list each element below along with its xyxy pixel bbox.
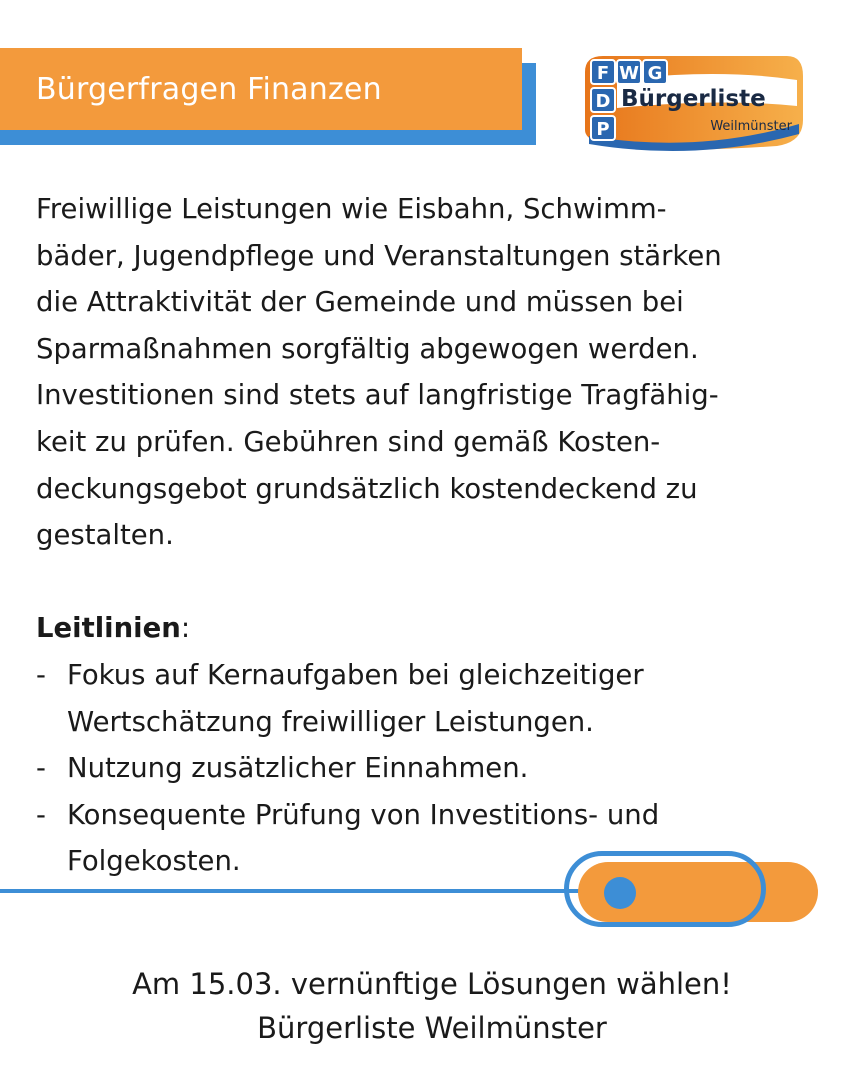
logo-place: Weilmünster xyxy=(710,119,792,134)
logo-name: Bürgerliste xyxy=(621,86,766,112)
bullet-dash: - xyxy=(36,752,46,785)
guideline-item xyxy=(36,652,836,745)
footer xyxy=(0,962,864,1050)
guideline-item xyxy=(36,745,836,792)
bullet-dash: - xyxy=(36,658,46,691)
paragraph-line: bäder, Jugendpflege und Veranstaltungen stärken xyxy=(36,239,722,272)
footer-signature: Bürgerliste Weilmünster xyxy=(257,1011,607,1045)
guidelines-colon: : xyxy=(180,612,191,645)
paragraph-line: keit zu prüfen. Gebühren sind gemäß Kosten- xyxy=(36,425,661,458)
header-banner xyxy=(0,48,522,130)
guideline-line: Wertschätzung freiwilliger Leistungen. xyxy=(67,705,594,738)
guideline-line: Nutzung zusätzlicher Einnahmen. xyxy=(67,752,529,785)
logo-letter: P xyxy=(596,119,610,140)
footer-slogan: Am 15.03. vernünftige Lösungen wählen! xyxy=(132,967,732,1001)
guidelines-list xyxy=(36,652,836,885)
guidelines-heading xyxy=(36,605,836,652)
guideline-line: Konsequente Prüfung von Investitions- und xyxy=(67,798,660,831)
paragraph-line: Investitionen sind stets auf langfristige Tragfähig- xyxy=(36,379,719,412)
guideline-line: Fokus auf Kernaufgaben bei gleichzeitiger xyxy=(67,658,644,691)
logo-letter: W xyxy=(619,63,639,84)
guidelines-title: Leitlinien xyxy=(36,612,181,645)
divider-line xyxy=(0,889,580,893)
paragraph-line: deckungsgebot grundsätzlich kostendeckend zu xyxy=(36,472,698,505)
buergerliste-logo xyxy=(577,50,807,160)
decor-dot xyxy=(604,877,636,909)
intro-paragraph xyxy=(36,186,836,559)
paragraph-line: Freiwillige Leistungen wie Eisbahn, Schwimm- xyxy=(36,193,667,225)
logo-letter: G xyxy=(647,63,663,84)
bullet-dash: - xyxy=(36,798,46,831)
guideline-line: Folgekosten. xyxy=(67,845,241,878)
paragraph-line: die Attraktivität der Gemeinde und müssen bei xyxy=(36,286,684,319)
decor-pill-ring xyxy=(564,851,766,927)
paragraph-line: Sparmaßnahmen sorgfältig abgewogen werden. xyxy=(36,332,699,365)
paragraph-line: gestalten. xyxy=(36,519,174,552)
logo-letter: F xyxy=(596,63,610,84)
page-title: Bürgerfragen Finanzen xyxy=(36,71,382,107)
logo-letter: D xyxy=(595,91,611,112)
main-content xyxy=(36,186,836,885)
